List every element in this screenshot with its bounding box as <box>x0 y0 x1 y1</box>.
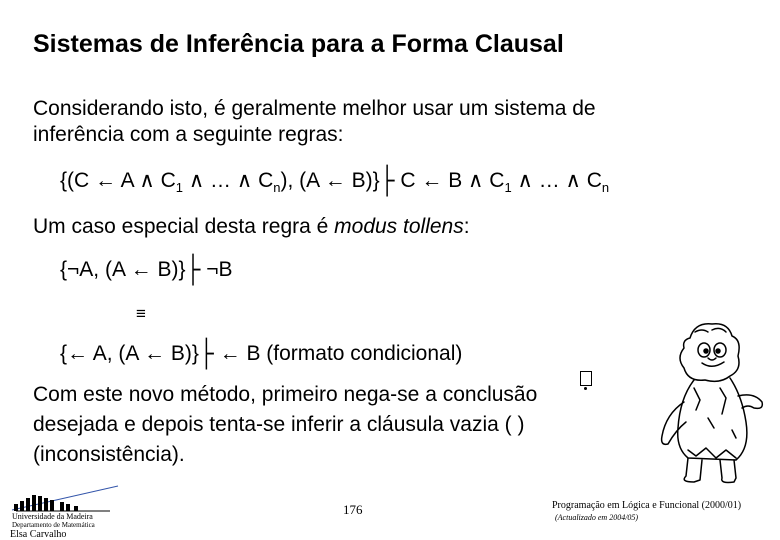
mt-rhs: ¬B <box>200 258 233 281</box>
slide-title: Sistemas de Inferência para a Forma Clausal <box>33 30 564 58</box>
rule-open: {(C ← A ∧ C <box>60 169 176 192</box>
inference-rule <box>60 168 609 193</box>
mt-lhs: {¬A, (A ← B)} <box>60 258 186 281</box>
department-name: Departamento de Matemática <box>12 521 95 529</box>
rule-rhs-sub-n: n <box>601 180 610 195</box>
author-name: Elsa Carvalho <box>10 529 67 540</box>
method-line-2: desejada e depois tenta-se inferir a cláusula vazia ( ) <box>33 413 525 436</box>
university-logo <box>10 484 120 512</box>
conditional-rule <box>60 339 463 368</box>
cartoon-character-image <box>650 318 775 488</box>
turnstile-symbol: ├ <box>379 166 395 195</box>
equivalence-symbol: ≡ <box>136 304 146 323</box>
method-line-1: Com este novo método, primeiro nega-se a conclusão <box>33 383 538 406</box>
updated-note: (Actualizado em 2004/05) <box>555 513 639 522</box>
page-number: 176 <box>343 502 363 517</box>
method-line-3: (inconsistência). <box>33 443 185 466</box>
modus-tollens-rule <box>60 255 233 284</box>
special-case-prefix: Um caso especial desta regra é <box>33 215 335 238</box>
rule-mid-1: ∧ … ∧ C <box>182 169 274 192</box>
turnstile-symbol: ├ <box>185 255 201 284</box>
cond-lhs: {← A, (A ← B)} <box>60 342 199 365</box>
university-name: Universidade da Madeira <box>12 512 93 521</box>
missing-glyph-icon <box>580 371 592 386</box>
special-case-suffix: : <box>463 215 470 238</box>
rule-rhs-1: C ← B ∧ C <box>394 169 505 192</box>
rule-rhs-sub-1: 1 <box>504 180 512 195</box>
intro-line-1: Considerando isto, é geralmente melhor usar um sistema de <box>33 97 596 120</box>
cond-rhs: ← B (formato condicional) <box>213 342 463 365</box>
special-case-line <box>33 214 470 240</box>
intro-line-2: inferência com a seguinte regras: <box>33 123 344 146</box>
course-title: Programação em Lógica e Funcional (2000/01) <box>552 500 742 511</box>
modus-tollens-term: modus tollens <box>334 215 464 238</box>
rule-sub-n: n <box>273 180 281 195</box>
turnstile-symbol: ├ <box>198 339 214 368</box>
rule-rhs-2: ∧ … ∧ C <box>511 169 602 192</box>
rule-sub-1: 1 <box>175 180 183 195</box>
rule-mid-2: ), (A ← B)} <box>280 169 380 192</box>
